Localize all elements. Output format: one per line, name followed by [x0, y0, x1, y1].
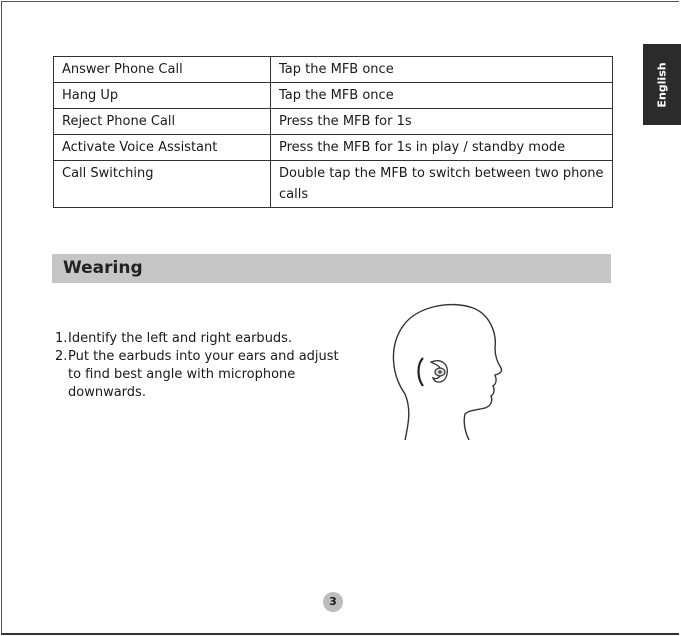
table-row: [54, 161, 613, 208]
table-cell-action: Hang Up: [54, 83, 271, 109]
table-row: [54, 57, 613, 83]
table-cell-action: Call Switching: [54, 161, 271, 208]
step-text: Identify the left and right earbuds.: [68, 331, 293, 346]
table-cell-action: Answer Phone Call: [54, 57, 271, 83]
controls-table: [53, 56, 613, 208]
table-cell-instruction: Press the MFB for 1s in play / standby mode: [271, 135, 613, 161]
table-cell-action: Activate Voice Assistant: [54, 135, 271, 161]
table-row: [54, 135, 613, 161]
instruction-list: [55, 330, 355, 402]
table-cell-instruction: Double tap the MFB to switch between two phone calls: [271, 161, 613, 208]
page-number: 3: [329, 595, 337, 608]
language-tab[interactable]: [643, 44, 681, 125]
head-with-earbud-icon: [385, 300, 510, 445]
list-item: [55, 348, 355, 402]
table-cell-instruction: Press the MFB for 1s: [271, 109, 613, 135]
step-number: 2.: [55, 349, 68, 364]
table-cell-instruction: Tap the MFB once: [271, 57, 613, 83]
step-text: Put the earbuds into your ears and adjust to find best angle with microphone downwards.: [68, 349, 339, 400]
language-tab-label: English: [655, 61, 669, 108]
table-cell-action: Reject Phone Call: [54, 109, 271, 135]
section-title: Wearing: [63, 258, 143, 278]
table-cell-instruction: Tap the MFB once: [271, 83, 613, 109]
table-row: [54, 83, 613, 109]
list-item: [55, 330, 355, 348]
table-row: [54, 109, 613, 135]
page-number-badge: [323, 592, 343, 612]
section-header: [52, 254, 611, 283]
step-number: 1.: [55, 331, 68, 346]
